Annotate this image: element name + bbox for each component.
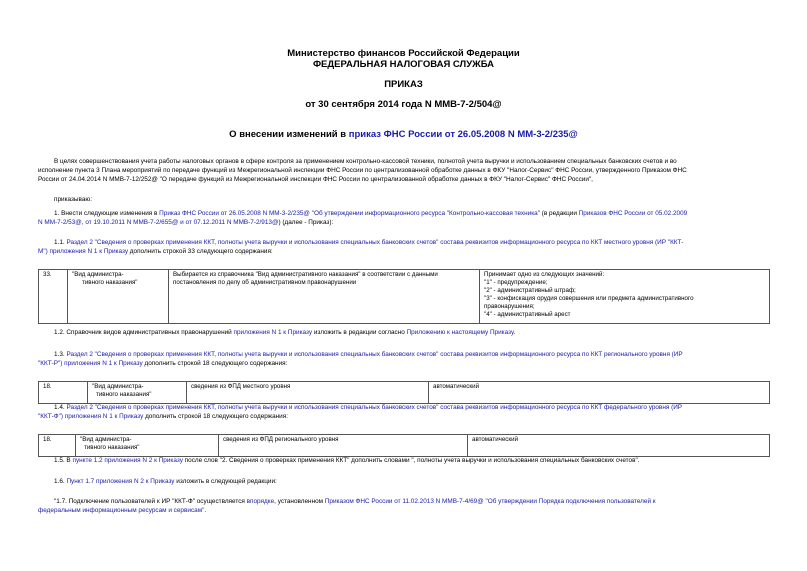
table-row-33	[38, 269, 770, 324]
cell-name-2: тивного наказания"	[84, 444, 140, 451]
cell-name-1: "Вид администра-	[80, 436, 132, 443]
item-1-2	[54, 329, 515, 338]
item-1-7-link-3[interactable]: "Об утверждении Порядка подключения пользователей к	[483, 498, 656, 505]
item-1-7-text: "1.7. Подключение пользователей к ИР "ККТ-Ф" осуществляется	[54, 498, 247, 505]
ministry-name: Министерство финансов Российской Федерации	[287, 48, 520, 59]
item-1-3-link[interactable]: Раздел 2 "Сведения о проверках применения ККТ, полноты учета выручки и использования специальных банковских счетов" состава реквизитов информационного ресурса по ККТ регионального уровня (ИР	[66, 351, 683, 358]
item-1-4-num: 1.4.	[54, 404, 67, 411]
item-1-5-link[interactable]: пункте 1.2 приложения N 2 к Приказу	[72, 457, 183, 464]
item-1-5-text-2: после слов "2. Сведения о проверках применения ККТ" дополнить словами ", полноты учета выручки и использования специальных банковских счетов".	[182, 457, 640, 464]
cell-name-2: тивного наказания"	[82, 279, 138, 286]
item-1-5	[54, 457, 640, 466]
item-1-5-text: 1.5. В	[54, 457, 73, 464]
item-1-link-amend-2[interactable]: N ММ-7-2/53@	[38, 219, 82, 226]
item-1-line-1	[54, 210, 687, 219]
cell-name	[68, 270, 169, 324]
item-1-4-link[interactable]: Раздел 2 "Сведения о проверках применения ККТ, полноты учета выручки и использования специальных банковских счетов" состава реквизитов информационного ресурса по ККТ федерального уровня (ИР	[66, 404, 683, 411]
cell-values	[480, 270, 770, 324]
item-1-3-tail: дополнить строкой 18 следующего содержания:	[142, 360, 288, 367]
item-1-2-text: 1.2. Справочник видов административных правонарушений	[54, 329, 234, 336]
cell-value-line: Принимает одно из следующих значений:	[484, 271, 605, 278]
item-1-link-amend-3[interactable]: , от 19.10.2011 N ММВ-7-2/655@	[81, 219, 179, 226]
item-1-line-2	[38, 219, 333, 228]
cell-name	[88, 382, 187, 404]
item-1-7-text-2: , установленном	[274, 498, 325, 505]
cell-source: сведения из ФПД местного уровня	[187, 382, 429, 404]
cell-value-line: "1" - предупреждение;	[484, 279, 548, 286]
item-1-7-link-2[interactable]: Приказом ФНС России от 11.02.2013 N ММВ-7-4/69@	[324, 498, 484, 505]
table-row-18-regional	[38, 381, 770, 404]
item-1-1-line-1	[54, 239, 684, 248]
item-1-text-3: ) (далее - Приказ):	[278, 219, 334, 226]
cell-desc-2: постановления по делу об административном правонарушении	[173, 279, 357, 286]
cell-mode: автоматический	[429, 382, 770, 404]
doc-title-prefix: О внесении изменений в	[229, 129, 349, 140]
cell-num: 18.	[39, 435, 76, 457]
cell-num: 18.	[39, 382, 88, 404]
cell-value-line: "3" - конфискация орудия совершения или предмета административного	[484, 295, 694, 302]
item-1-7-line-1	[54, 498, 656, 507]
order-word: приказываю:	[54, 196, 92, 203]
item-1-4-line-1	[54, 404, 682, 413]
item-1-3-num: 1.3.	[54, 351, 67, 358]
item-1-4-link-2[interactable]: "ККТ-Ф") приложения N 1 к Приказу	[38, 413, 144, 420]
item-1-link-amend[interactable]: Приказов ФНС России от 05.02.2009	[578, 210, 688, 217]
item-1-3-line-2	[38, 360, 287, 369]
item-1-7-text-3: .	[204, 507, 207, 514]
intro-line-1: В целях совершенствования учета работы налоговых органов в сфере контроля за применением контрольно-кассовой техники, полнотой учета выручки и использованием специальных банковских счетов и во	[54, 158, 677, 165]
item-1-3-line-1	[54, 351, 683, 360]
item-1-2-text-3: .	[513, 329, 516, 336]
item-1-1-tail: дополнить строкой 33 следующего содержания:	[128, 248, 273, 255]
cell-mode: автоматический	[468, 435, 770, 457]
cell-desc-1: Выбирается из справочника "Вид административного наказания" в соответствии с данными	[173, 271, 438, 278]
doc-type: ПРИКАЗ	[384, 79, 423, 90]
intro-line-3: России от 24.04.2014 N ММВ-7-12/252@ "О передаче функций из Межрегиональной инспекции ФНС России по централизованной обработке данных в ФКУ "Налог-Сервис" ФНС России",	[38, 176, 593, 183]
cell-value-line: "4" - административный арест	[484, 311, 571, 318]
item-1-1-link-2[interactable]: М") приложения N 1 к Приказу	[38, 248, 129, 255]
cell-name-1: "Вид администра-	[72, 271, 124, 278]
item-1-text: 1. Внести следующие изменения в	[54, 210, 160, 217]
intro-line-2: исполнение пункта 3 Плана мероприятий по передаче функций из Межрегиональной инспекции ФНС России по централизованной обработке данных в ФКУ "Налог-Сервис" ФНС России, утвержденного Приказом ФНС	[38, 167, 687, 174]
cell-name-2: тивного наказания"	[96, 391, 152, 398]
item-1-1-num: 1.1.	[54, 239, 67, 246]
item-1-7-link-4[interactable]: федеральным информационным ресурсам и сервисам"	[38, 507, 205, 514]
cell-source: сведения из ФПД регионального уровня	[219, 435, 468, 457]
item-1-1-line-2	[38, 248, 273, 257]
cell-name	[76, 435, 219, 457]
cell-desc	[169, 270, 480, 324]
item-1-1-link[interactable]: Раздел 2 "Сведения о проверках применения ККТ, полноты учета выручки и использования специальных банковских счетов" состава реквизитов информационного ресурса по ККТ местного уровня (ИР "ККТ-	[66, 239, 684, 246]
item-1-link-amend-4[interactable]: и от 07.12.2011 N ММВ-7-2/913@	[178, 219, 279, 226]
item-1-2-text-2: изложить в редакции согласно	[312, 329, 407, 336]
service-name: ФЕДЕРАЛЬНАЯ НАЛОГОВАЯ СЛУЖБА	[312, 59, 495, 70]
cell-name-1: "Вид администра-	[92, 383, 144, 390]
item-1-link-title[interactable]: "Об утверждении информационного ресурса "Контрольно-кассовая техника"	[309, 210, 540, 217]
item-1-3-link-2[interactable]: "ККТ-Р") приложения N 1 к Приказу	[38, 360, 143, 367]
cell-num: 33.	[39, 270, 68, 324]
table-row-18-federal	[38, 434, 770, 457]
doc-title-link[interactable]: приказ ФНС России от 26.05.2008 N ММ-3-2/235@	[348, 129, 578, 140]
item-1-6-link[interactable]: Пункт 1.7 приложения N 2 к Приказу	[66, 478, 175, 485]
item-1-6	[54, 478, 277, 487]
item-1-6-text: изложить в следующей редакции:	[174, 478, 277, 485]
cell-value-line: правонарушения;	[484, 303, 535, 310]
item-1-7-link[interactable]: впорядке	[246, 498, 275, 505]
item-1-4-tail: дополнить строкой 18 следующего содержания:	[143, 413, 288, 420]
item-1-2-link[interactable]: приложения N 1 к Приказу	[233, 329, 313, 336]
item-1-4-line-2	[38, 413, 288, 422]
doc-date: от 30 сентября 2014 года N ММВ-7-2/504@	[305, 99, 502, 110]
item-1-6-num: 1.6.	[54, 478, 67, 485]
doc-title	[0, 129, 807, 140]
item-1-7-line-2	[38, 507, 206, 516]
item-1-text-2: (в редакции	[539, 210, 579, 217]
cell-value-line: "2" - административный штраф;	[484, 287, 576, 294]
item-1-2-link-2[interactable]: Приложению к настоящему Приказу	[406, 329, 514, 336]
item-1-link-order[interactable]: Приказ ФНС России от 26.05.2008 N ММ-3-2/235@	[159, 210, 310, 217]
